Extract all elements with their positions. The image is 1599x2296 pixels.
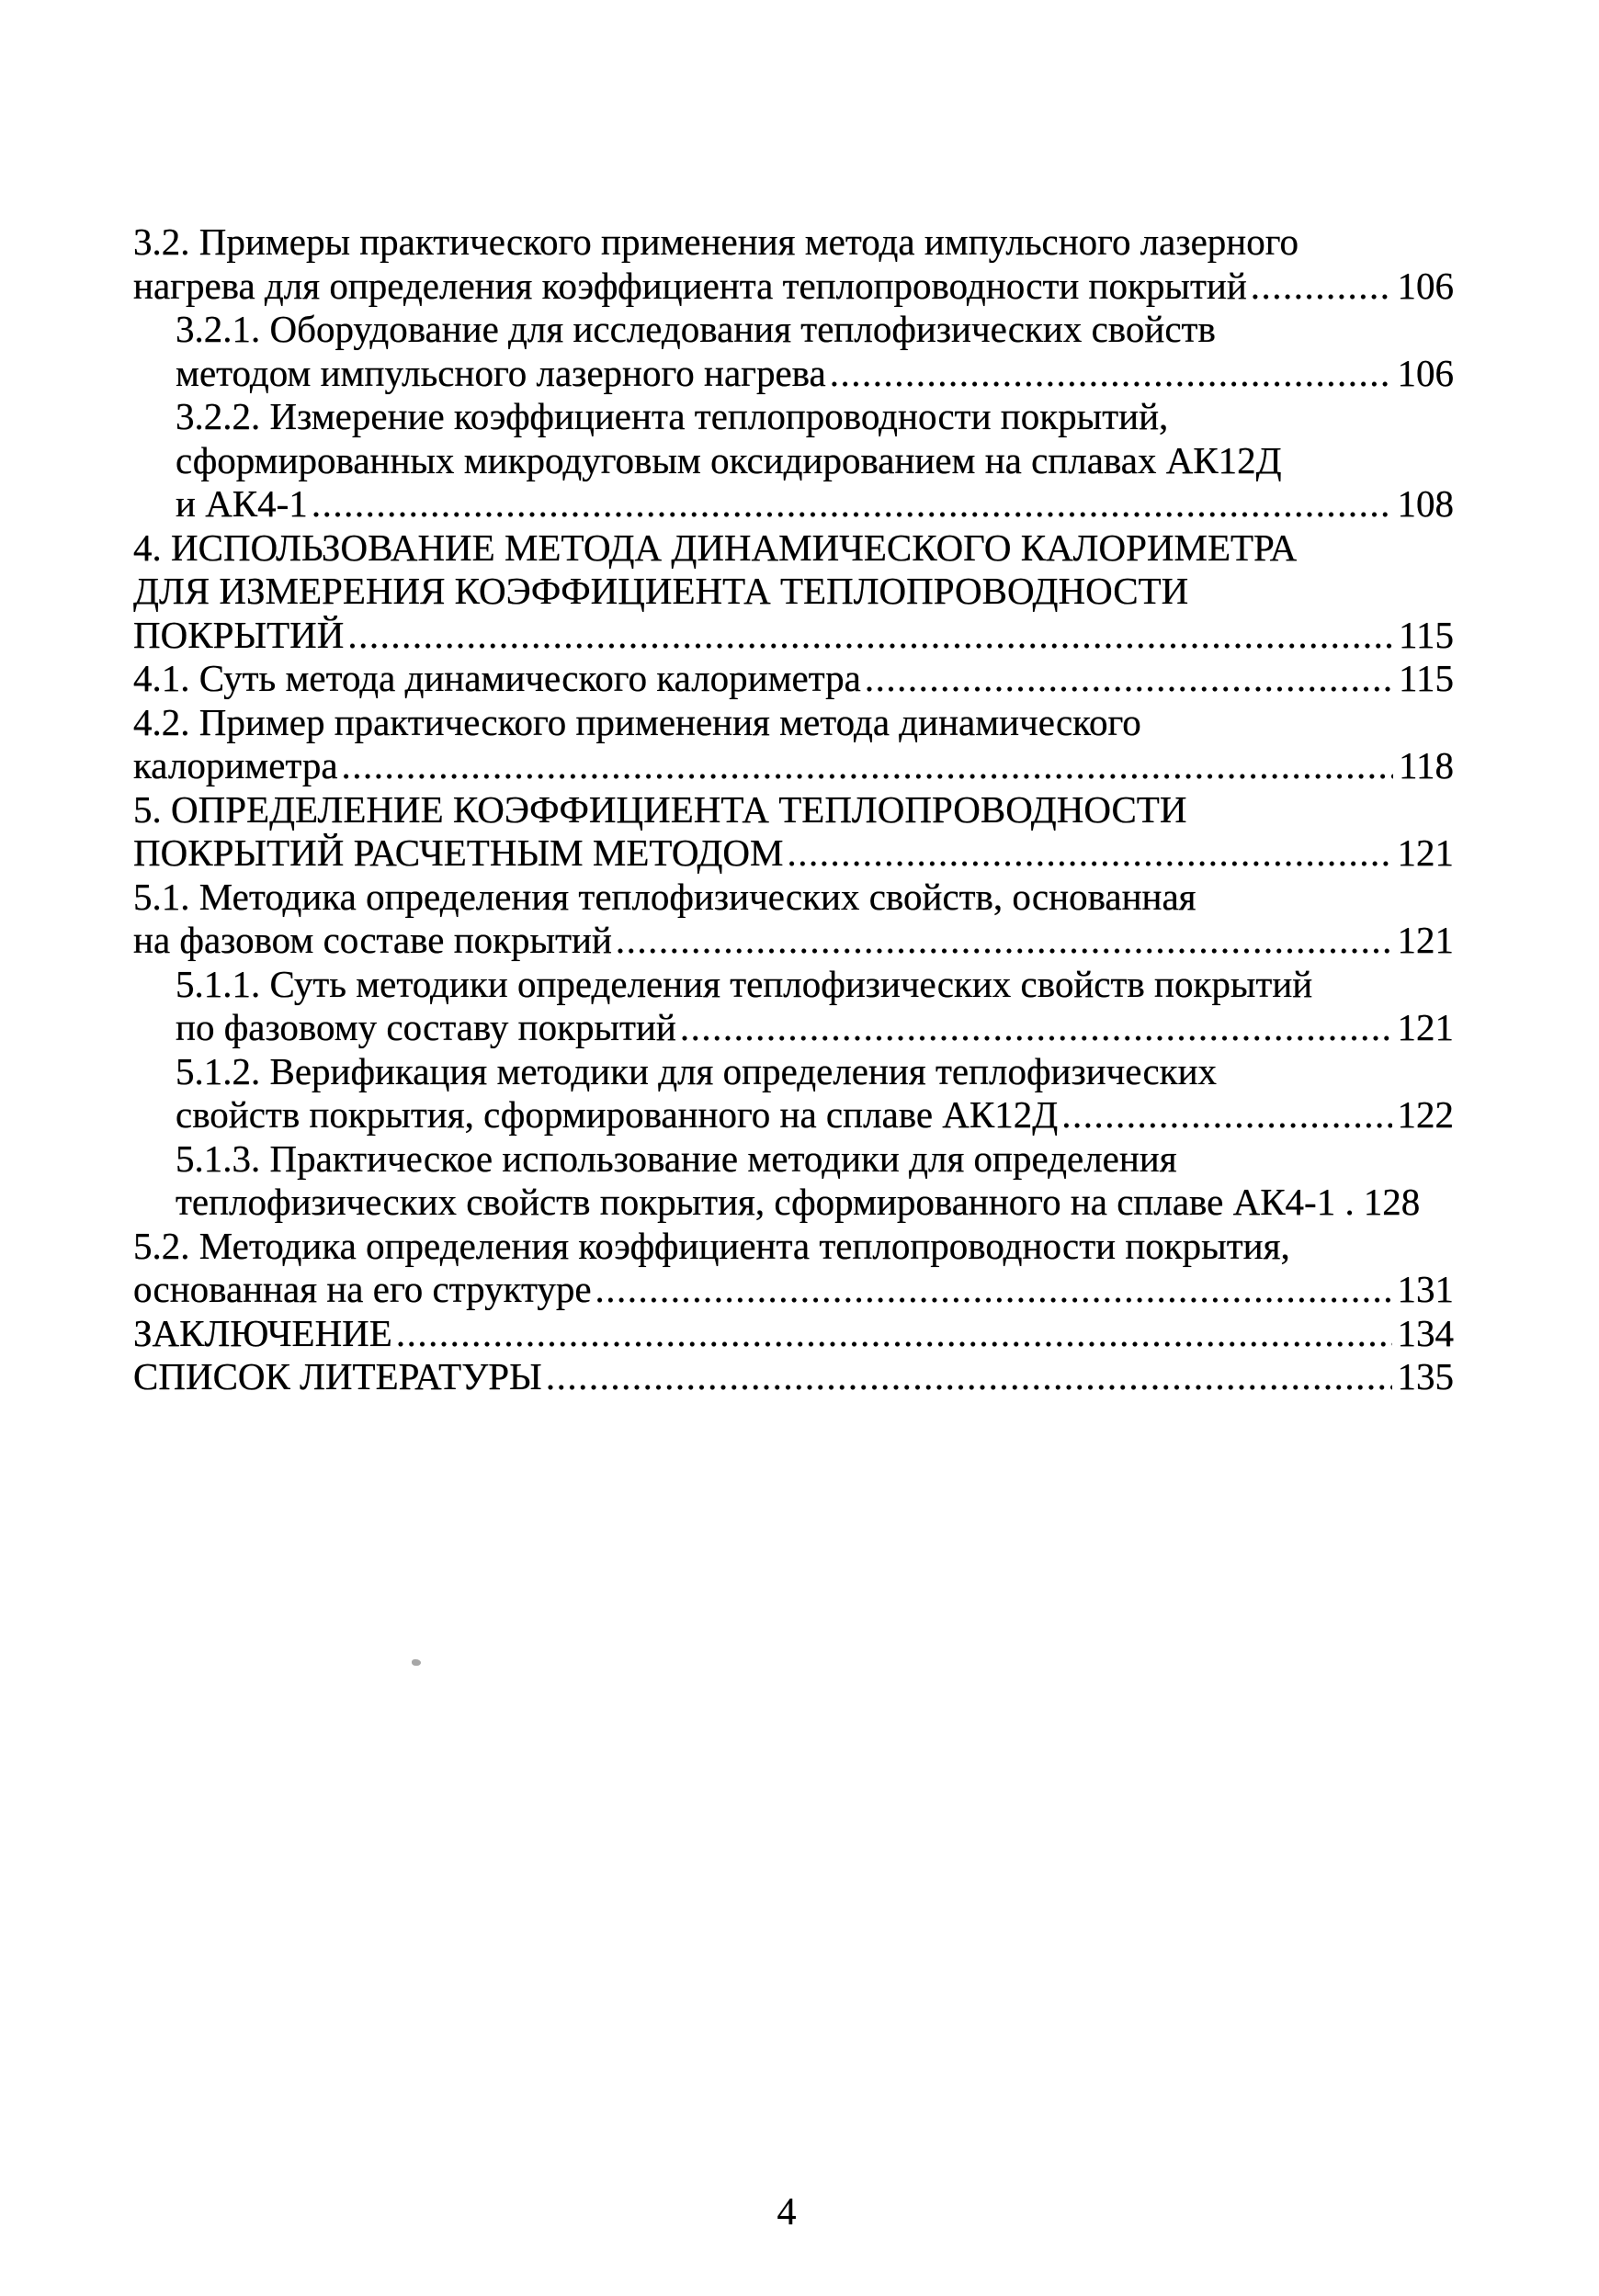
scan-speck-artifact [412,1659,421,1666]
toc-page-number: 121 [1397,831,1454,874]
dot-leader [342,744,1393,788]
toc-line [133,526,1454,571]
toc-page-number: 108 [1397,482,1454,525]
toc-entry-text: по фазовому составу покрытий [176,1006,676,1048]
dot-leader [1061,1093,1391,1137]
toc-entry-text: свойств покрытия, сформированного на сплаве АК12Д [176,1093,1059,1136]
toc-entry-text: 3.2.1. Оборудование для исследования теплофизических свойств [176,308,1216,350]
toc-entry-text: нагрева для определения коэффициента теплопроводности покрытий [133,264,1247,307]
toc-page-number: 106 [1397,264,1454,307]
toc-page-number: 134 [1397,1311,1454,1354]
toc-line [133,1355,1454,1399]
toc-entry-text: основанная на его структуре [133,1268,592,1310]
toc-entry-text: сформированных микродуговым оксидированием на сплавах АК12Д [176,438,1282,481]
dot-leader [595,1268,1392,1312]
toc-line [133,221,1454,265]
toc-entry-text: калориметра [133,744,338,786]
toc-page-number: 115 [1399,613,1454,656]
dot-leader [830,352,1392,396]
toc-entry-text: 4.2. Пример практического применения метода динамического [133,700,1141,743]
toc-entry-text: 5.1.3. Практическое использование методики для определения [176,1137,1177,1180]
dot-leader [347,614,1393,658]
toc-page-number: 135 [1397,1355,1454,1397]
toc-entry-text: на фазовом составе покрытий [133,919,612,961]
toc-line [133,1225,1454,1269]
toc-line [133,1006,1454,1050]
toc-line [133,308,1454,352]
toc-line [133,1137,1454,1182]
toc-line [133,395,1454,439]
toc-line [133,831,1454,876]
toc-line [133,744,1454,788]
toc-page-number: 128 [1363,1181,1421,1223]
table-of-contents [133,221,1454,1399]
toc-entry-text: и АК4-1 [176,482,308,525]
toc-entry-text: теплофизических свойств покрытия, сформированного на сплаве АК4-1 . [176,1181,1355,1223]
toc-page-number: 106 [1397,351,1454,394]
toc-page-number: 121 [1397,1006,1454,1048]
toc-line [133,352,1454,396]
toc-line [133,1312,1454,1356]
toc-entry-text: 4.1. Суть метода динамического калориметра [133,657,861,699]
toc-page-number: 115 [1399,657,1454,699]
dot-leader [546,1355,1392,1399]
toc-entry-text: 3.2. Примеры практического применения метода импульсного лазерного [133,221,1298,263]
toc-page-number: 121 [1397,919,1454,961]
dot-leader [1251,265,1392,309]
dot-leader [396,1312,1392,1356]
dot-leader [312,482,1392,526]
toc-entry-text: 5.2. Методика определения коэффициента теплопроводности покрытия, [133,1224,1290,1267]
toc-line [133,439,1454,483]
toc-entry-text: 3.2.2. Измерение коэффициента теплопроводности покрытий, [176,395,1169,437]
toc-entry-text: ДЛЯ ИЗМЕРЕНИЯ КОЭФФИЦИЕНТА ТЕПЛОПРОВОДНОСТИ [133,570,1189,612]
dot-leader [788,831,1392,876]
toc-entry-text: СПИСОК ЛИТЕРАТУРЫ [133,1355,542,1397]
toc-entry-text: 5.1.1. Суть методики определения теплофизических свойств покрытий [176,962,1313,1005]
toc-page-number: 118 [1399,744,1454,786]
toc-page-number: 122 [1397,1093,1454,1136]
toc-line [133,570,1454,614]
page-number: 4 [777,2191,797,2234]
toc-line [133,1268,1454,1312]
toc-entry-text: ЗАКЛЮЧЕНИЕ [133,1311,392,1354]
toc-line [133,482,1454,526]
toc-line [133,657,1454,701]
dot-leader [616,919,1392,963]
toc-entry-text: 5.1. Методика определения теплофизических свойств, основанная [133,875,1196,918]
toc-entry-text: 4. ИСПОЛЬЗОВАНИЕ МЕТОДА ДИНАМИЧЕСКОГО КАЛОРИМЕТРА [133,526,1298,569]
toc-line [133,614,1454,658]
toc-line [133,1181,1454,1225]
toc-entry-text: ПОКРЫТИЙ РАСЧЕТНЫМ МЕТОДОМ [133,831,784,874]
toc-line [133,919,1454,963]
toc-line [133,788,1454,832]
toc-line [133,1093,1454,1137]
toc-line [133,963,1454,1007]
toc-line [133,876,1454,920]
toc-entry-text: 5. ОПРЕДЕЛЕНИЕ КОЭФФИЦИЕНТА ТЕПЛОПРОВОДНОСТИ [133,787,1187,831]
toc-line [133,1050,1454,1094]
toc-line [133,701,1454,745]
toc-line [133,265,1454,309]
toc-entry-text: ПОКРЫТИЙ [133,613,345,656]
toc-entry-text: 5.1.2. Верификация методики для определения теплофизических [176,1049,1218,1092]
dot-leader [680,1006,1392,1050]
toc-entry-text: методом импульсного лазерного нагрева [176,351,826,394]
dot-leader [865,657,1393,701]
toc-page-number: 131 [1397,1268,1454,1310]
